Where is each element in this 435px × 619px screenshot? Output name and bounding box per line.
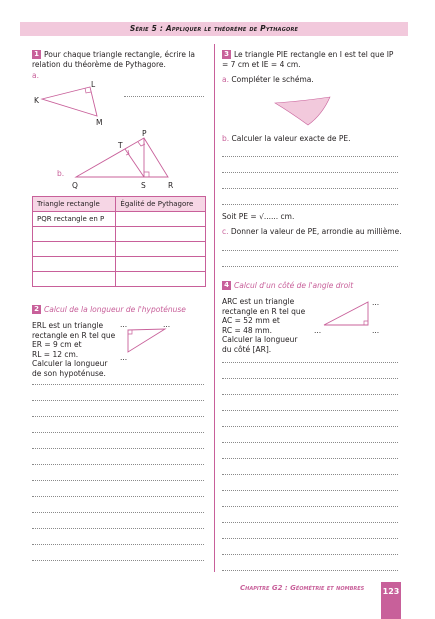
exercise-4-line: RC = 48 mm. (222, 325, 273, 335)
answer-line[interactable] (222, 538, 398, 539)
table-cell: PQR rectangle en P (33, 212, 116, 227)
chapter-footer: Chapitre G2 : Géométrie et nombres (240, 584, 365, 592)
exercise-3-text: Le triangle PIE rectangle en I est tel que IP = 7 cm et IE = 4 cm. (222, 50, 394, 69)
answer-line[interactable] (222, 522, 398, 523)
exercise-4-line: AC = 52 mm et (222, 316, 280, 325)
answer-line[interactable] (222, 474, 398, 475)
table-header-equality: Égalité de Pythagore (116, 197, 206, 212)
exercise-2-line: Calculer la longueur de son hypoténuse. (32, 359, 108, 378)
part-b-text: Calculer la valeur exacte de PE. (231, 134, 351, 143)
vertex-placeholder: ... (372, 326, 380, 335)
part-c-text: Donner la valeur de PE, arrondie au millième. (230, 227, 402, 236)
table-header-triangle: Triangle rectangle (33, 197, 116, 212)
exercise-4-line: ARC est un triangle rectangle en R tel que (222, 297, 306, 316)
exercise-2-line: ER = 9 cm et (32, 340, 82, 349)
answer-line[interactable] (222, 458, 398, 459)
vertex-label-k: K (34, 96, 39, 105)
answer-line[interactable] (222, 506, 398, 507)
part-c-label: c. (222, 227, 229, 236)
exercise-2-number: 2 (32, 305, 41, 314)
vertex-label-m: M (96, 118, 103, 127)
triangle-arc-shape (324, 302, 368, 325)
vertex-label-q: Q (72, 181, 78, 190)
part-a-label: a. (222, 75, 229, 84)
vertex-label-s: S (141, 181, 146, 190)
right-angle-mark-arc (364, 321, 368, 325)
exercise-2-line: ERL est un triangle rectangle en R tel que (32, 321, 116, 340)
vertex-label-l: L (91, 80, 96, 89)
answer-line[interactable] (222, 426, 398, 427)
answer-line[interactable] (222, 394, 398, 395)
part-a-label: a. (32, 71, 39, 80)
exercise-2-line: RL = 12 cm. (32, 349, 79, 359)
answer-line[interactable] (222, 490, 398, 491)
part-b-label: b. (222, 134, 230, 143)
vertex-label-r: R (168, 181, 174, 190)
answer-line[interactable] (222, 362, 398, 363)
vertex-placeholder: ... (120, 353, 128, 362)
vertex-label-t: T (118, 141, 123, 150)
answer-line[interactable] (222, 378, 398, 379)
answer-line[interactable] (222, 554, 398, 555)
answer-line[interactable] (222, 410, 398, 411)
vertex-placeholder: ... (372, 298, 380, 307)
vertex-label-p: P (142, 129, 147, 138)
answer-line[interactable] (222, 570, 398, 571)
exercise-3-number: 3 (222, 50, 231, 59)
vertex-placeholder: ... (120, 320, 128, 329)
answer-line[interactable] (222, 442, 398, 443)
exercise-4-number: 4 (222, 281, 231, 290)
series-header: Série 5 : Appliquer le théorème de Pythagore (20, 22, 408, 36)
exercise-1-number: 1 (32, 50, 41, 59)
exercise-1-text: Pour chaque triangle rectangle, écrire la relation du théorème de Pythagore. (32, 50, 196, 69)
part-b-label: b. (57, 169, 65, 178)
part-a-text: Compléter le schéma. (231, 75, 314, 84)
exercise-4-line: Calculer la longueur du côté [AR]. (222, 335, 298, 354)
vertex-placeholder: ... (314, 326, 322, 335)
soit-pe-line: Soit PE = √...... cm. (222, 212, 295, 221)
vertex-placeholder: ... (163, 320, 171, 329)
exercise-4-title: Calcul d'un côté de l'angle droit (234, 281, 354, 290)
page-number: 123 (382, 587, 400, 596)
exercise-2-title: Calcul de la longueur de l'hypoténuse (44, 305, 186, 314)
